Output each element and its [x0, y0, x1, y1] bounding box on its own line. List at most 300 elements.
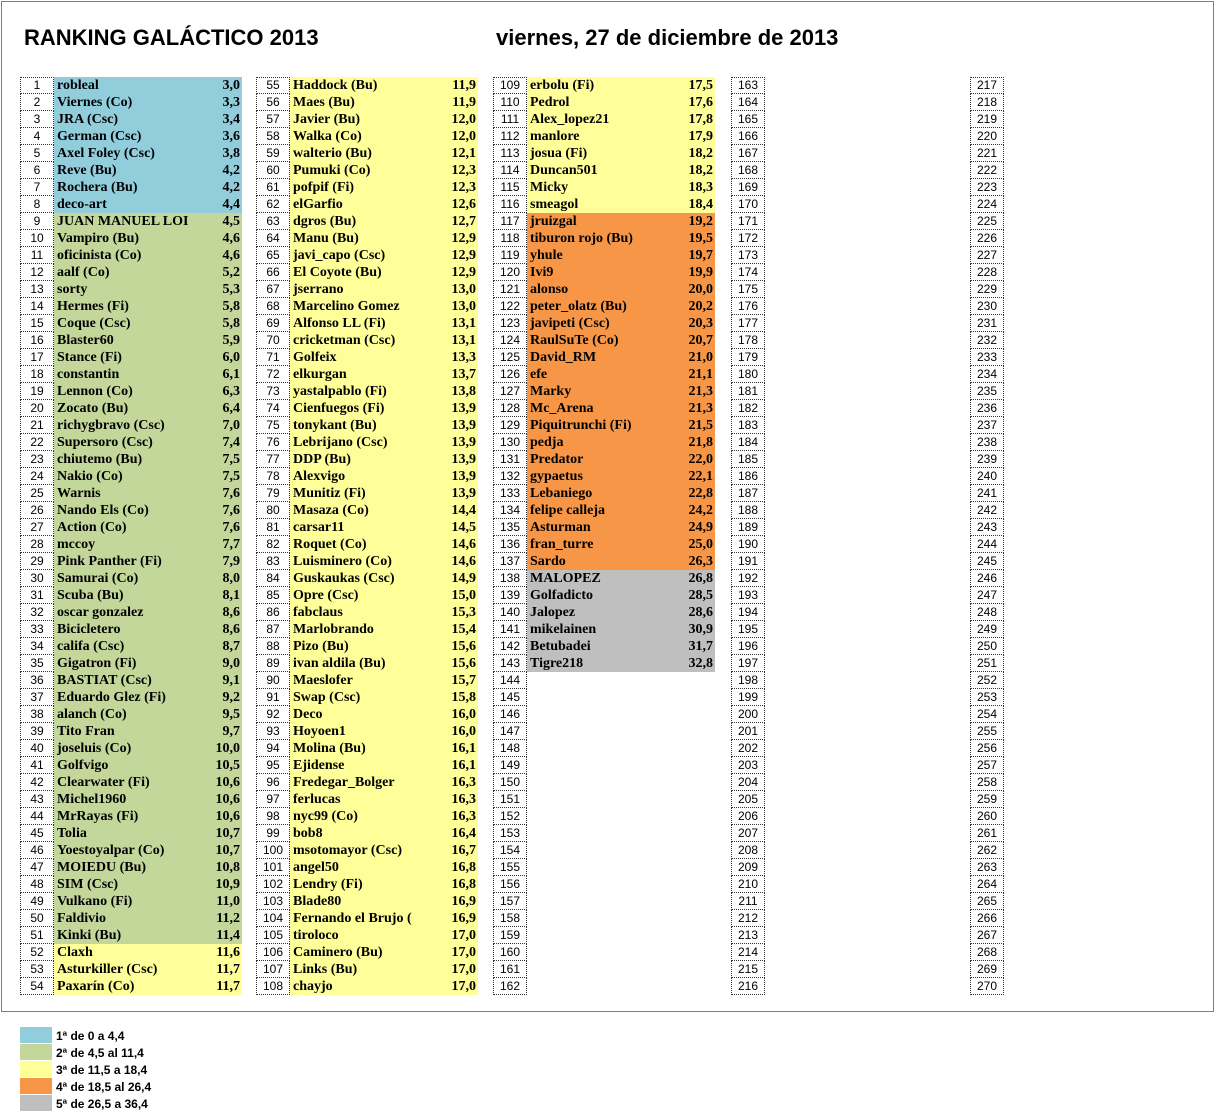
rank-number: 178 — [731, 332, 765, 349]
ranking-row — [970, 893, 1195, 910]
player-score: 15,6 — [451, 656, 476, 671]
rank-number: 74 — [256, 400, 290, 417]
ranking-row — [731, 553, 956, 570]
rank-number: 241 — [970, 485, 1004, 502]
player-name: smeagol — [530, 197, 579, 212]
ranking-row — [970, 264, 1195, 281]
rank-number: 248 — [970, 604, 1004, 621]
player-score: 3,6 — [222, 129, 240, 144]
legend-swatch — [20, 1044, 52, 1060]
rank-number: 116 — [493, 196, 527, 213]
player-name: Haddock (Bu) — [293, 78, 378, 93]
rank-number: 169 — [731, 179, 765, 196]
ranking-row — [970, 315, 1195, 332]
rank-number: 6 — [20, 162, 54, 179]
ranking-row — [20, 553, 245, 570]
ranking-row — [970, 808, 1195, 825]
ranking-row — [970, 961, 1195, 978]
rank-number: 20 — [20, 400, 54, 417]
player-name: Ejidense — [293, 758, 345, 773]
rank-number: 234 — [970, 366, 1004, 383]
rank-number: 85 — [256, 587, 290, 604]
player-score: 16,3 — [451, 775, 476, 790]
ranking-row — [731, 315, 956, 332]
ranking-row — [256, 434, 481, 451]
rank-number: 27 — [20, 519, 54, 536]
rank-number: 171 — [731, 213, 765, 230]
ranking-row — [20, 230, 245, 247]
ranking-row — [970, 587, 1195, 604]
ranking-row — [731, 77, 956, 94]
rank-number: 157 — [493, 893, 527, 910]
player-name: Marcelino Gomez — [293, 299, 400, 314]
player-score: 6,4 — [222, 401, 240, 416]
rank-number: 110 — [493, 94, 527, 111]
rank-number: 142 — [493, 638, 527, 655]
rank-number: 150 — [493, 774, 527, 791]
ranking-row — [20, 604, 245, 621]
player-score: 6,1 — [222, 367, 240, 382]
player-name: Tigre218 — [530, 656, 584, 671]
rank-number: 262 — [970, 842, 1004, 859]
player-score: 28,5 — [688, 588, 713, 603]
player-name: Eduardo Glez (Fi) — [57, 690, 166, 705]
player-score: 3,8 — [222, 146, 240, 161]
rank-number: 93 — [256, 723, 290, 740]
player-name: JUAN MANUEL LOI — [57, 214, 189, 229]
rank-number: 105 — [256, 927, 290, 944]
player-name: Pink Panther (Fi) — [57, 554, 162, 569]
rank-number: 217 — [970, 77, 1004, 94]
rank-number: 51 — [20, 927, 54, 944]
player-score: 17,0 — [451, 979, 476, 994]
ranking-row — [20, 468, 245, 485]
ranking-row — [20, 876, 245, 893]
player-score: 10,8 — [215, 860, 240, 875]
ranking-row — [731, 128, 956, 145]
rank-number: 103 — [256, 893, 290, 910]
player-score: 16,1 — [451, 758, 476, 773]
ranking-row — [493, 434, 718, 451]
rank-number: 128 — [493, 400, 527, 417]
player-name: chayjo — [293, 979, 333, 994]
rank-number: 10 — [20, 230, 54, 247]
player-score: 11,7 — [216, 979, 240, 994]
player-score: 32,8 — [688, 656, 713, 671]
player-name: Kinki (Bu) — [57, 928, 122, 943]
rank-number: 30 — [20, 570, 54, 587]
player-name: Pizo (Bu) — [293, 639, 349, 654]
player-name: Maeslofer — [293, 673, 353, 688]
player-score: 13,9 — [451, 435, 476, 450]
rank-number: 228 — [970, 264, 1004, 281]
player-name: Faldivio — [57, 911, 107, 926]
rank-number: 243 — [970, 519, 1004, 536]
rank-number: 175 — [731, 281, 765, 298]
ranking-row — [256, 706, 481, 723]
rank-number: 265 — [970, 893, 1004, 910]
legend-swatch — [20, 1078, 52, 1094]
rank-number: 78 — [256, 468, 290, 485]
player-score: 3,3 — [222, 95, 240, 110]
player-score: 7,0 — [222, 418, 240, 433]
ranking-row — [731, 859, 956, 876]
player-score: 16,0 — [451, 707, 476, 722]
player-score: 8,7 — [222, 639, 240, 654]
rank-number: 240 — [970, 468, 1004, 485]
player-name: MrRayas (Fi) — [57, 809, 139, 824]
player-score: 17,0 — [451, 945, 476, 960]
rank-number: 238 — [970, 434, 1004, 451]
ranking-row — [493, 910, 718, 927]
player-name: MALOPEZ — [530, 571, 601, 586]
ranking-row — [20, 978, 245, 995]
rank-number: 44 — [20, 808, 54, 825]
player-name: nyc99 (Co) — [293, 809, 358, 824]
player-score: 9,7 — [222, 724, 240, 739]
player-score: 17,0 — [451, 962, 476, 977]
ranking-row — [493, 162, 718, 179]
ranking-row — [970, 77, 1195, 94]
ranking-row — [493, 859, 718, 876]
player-name: Blade80 — [293, 894, 342, 909]
rank-number: 259 — [970, 791, 1004, 808]
ranking-row — [731, 162, 956, 179]
ranking-row — [970, 842, 1195, 859]
rank-number: 41 — [20, 757, 54, 774]
player-score: 5,3 — [222, 282, 240, 297]
rank-number: 245 — [970, 553, 1004, 570]
player-score: 15,8 — [451, 690, 476, 705]
rank-number: 136 — [493, 536, 527, 553]
rank-number: 144 — [493, 672, 527, 689]
rank-number: 59 — [256, 145, 290, 162]
rank-number: 209 — [731, 859, 765, 876]
player-score: 12,3 — [451, 163, 476, 178]
player-score: 6,0 — [222, 350, 240, 365]
ranking-row — [256, 400, 481, 417]
ranking-row — [256, 213, 481, 230]
ranking-row — [731, 366, 956, 383]
ranking-row — [493, 179, 718, 196]
rank-number: 37 — [20, 689, 54, 706]
ranking-row — [970, 570, 1195, 587]
player-name: elGarfio — [293, 197, 343, 212]
ranking-row — [970, 621, 1195, 638]
player-score: 9,5 — [222, 707, 240, 722]
rank-number: 201 — [731, 723, 765, 740]
rank-number: 190 — [731, 536, 765, 553]
player-score: 10,5 — [215, 758, 240, 773]
player-name: manlore — [530, 129, 580, 144]
ranking-row — [256, 332, 481, 349]
player-score: 8,6 — [222, 622, 240, 637]
rank-number: 194 — [731, 604, 765, 621]
rank-number: 4 — [20, 128, 54, 145]
player-score: 12,7 — [451, 214, 476, 229]
rank-number: 72 — [256, 366, 290, 383]
rank-number: 64 — [256, 230, 290, 247]
ranking-row — [731, 978, 956, 995]
rank-number: 208 — [731, 842, 765, 859]
player-name: Maes (Bu) — [293, 95, 355, 110]
rank-number: 263 — [970, 859, 1004, 876]
player-name: Mc_Arena — [530, 401, 594, 416]
ranking-row — [493, 672, 718, 689]
ranking-row — [20, 859, 245, 876]
ranking-row — [970, 791, 1195, 808]
player-name: Bicicletero — [57, 622, 121, 637]
rank-number: 198 — [731, 672, 765, 689]
player-score: 14,5 — [451, 520, 476, 535]
rank-number: 65 — [256, 247, 290, 264]
rank-number: 23 — [20, 451, 54, 468]
player-score: 8,0 — [222, 571, 240, 586]
player-score: 14,6 — [451, 537, 476, 552]
rank-number: 186 — [731, 468, 765, 485]
rank-number: 50 — [20, 910, 54, 927]
player-score: 21,5 — [688, 418, 713, 433]
rank-number: 54 — [20, 978, 54, 995]
ranking-row — [20, 332, 245, 349]
rank-number: 113 — [493, 145, 527, 162]
ranking-row — [256, 689, 481, 706]
ranking-row — [493, 740, 718, 757]
player-score: 16,0 — [451, 724, 476, 739]
ranking-row — [256, 621, 481, 638]
player-score: 11,2 — [216, 911, 240, 926]
ranking-row — [731, 604, 956, 621]
player-name: yhule — [530, 248, 563, 263]
player-score: 4,4 — [222, 197, 240, 212]
player-score: 22,0 — [688, 452, 713, 467]
ranking-row — [256, 298, 481, 315]
rank-number: 45 — [20, 825, 54, 842]
player-name: Lendry (Fi) — [293, 877, 363, 892]
legend-swatch — [20, 1095, 52, 1111]
ranking-row — [20, 825, 245, 842]
rank-number: 189 — [731, 519, 765, 536]
player-name: SIM (Csc) — [57, 877, 119, 892]
player-name: gypaetus — [530, 469, 583, 484]
ranking-row — [731, 672, 956, 689]
rank-number: 122 — [493, 298, 527, 315]
ranking-row — [731, 910, 956, 927]
ranking-row — [731, 485, 956, 502]
player-score: 12,9 — [451, 231, 476, 246]
rank-number: 177 — [731, 315, 765, 332]
player-score: 21,3 — [688, 384, 713, 399]
ranking-row — [20, 893, 245, 910]
player-name: angel50 — [293, 860, 339, 875]
ranking-row — [493, 706, 718, 723]
player-score: 24,2 — [688, 503, 713, 518]
player-score: 17,8 — [688, 112, 713, 127]
ranking-row — [256, 94, 481, 111]
rank-number: 266 — [970, 910, 1004, 927]
player-name: Michel1960 — [57, 792, 127, 807]
rank-number: 19 — [20, 383, 54, 400]
rank-number: 221 — [970, 145, 1004, 162]
ranking-row — [970, 162, 1195, 179]
rank-number: 166 — [731, 128, 765, 145]
ranking-row — [493, 247, 718, 264]
ranking-row — [256, 417, 481, 434]
rank-number: 227 — [970, 247, 1004, 264]
rank-number: 101 — [256, 859, 290, 876]
player-score: 13,0 — [451, 282, 476, 297]
player-score: 16,3 — [451, 792, 476, 807]
player-name: dgros (Bu) — [293, 214, 357, 229]
rank-number: 100 — [256, 842, 290, 859]
ranking-row — [20, 485, 245, 502]
ranking-row — [493, 366, 718, 383]
ranking-row — [493, 315, 718, 332]
player-name: robleal — [57, 78, 99, 93]
rank-number: 214 — [731, 944, 765, 961]
ranking-row — [970, 213, 1195, 230]
rank-number: 97 — [256, 791, 290, 808]
ranking-row — [20, 383, 245, 400]
ranking-row — [731, 638, 956, 655]
player-score: 5,2 — [222, 265, 240, 280]
ranking-row — [493, 978, 718, 995]
rank-number: 207 — [731, 825, 765, 842]
rank-number: 192 — [731, 570, 765, 587]
rank-number: 218 — [970, 94, 1004, 111]
player-name: Lebaniego — [530, 486, 593, 501]
player-score: 9,2 — [222, 690, 240, 705]
ranking-row — [256, 162, 481, 179]
player-name: jruizgal — [530, 214, 577, 229]
player-score: 5,9 — [222, 333, 240, 348]
player-score: 28,6 — [688, 605, 713, 620]
rank-number: 22 — [20, 434, 54, 451]
rank-number: 125 — [493, 349, 527, 366]
ranking-row — [970, 757, 1195, 774]
legend-item — [20, 1061, 220, 1078]
ranking-row — [731, 587, 956, 604]
rank-number: 8 — [20, 196, 54, 213]
rank-number: 162 — [493, 978, 527, 995]
player-name: Paxarín (Co) — [57, 979, 135, 994]
player-name: Zocato (Bu) — [57, 401, 129, 416]
ranking-row — [731, 774, 956, 791]
player-score: 16,8 — [451, 860, 476, 875]
ranking-row — [970, 740, 1195, 757]
ranking-row — [493, 502, 718, 519]
ranking-row — [20, 315, 245, 332]
rank-number: 5 — [20, 145, 54, 162]
rank-number: 28 — [20, 536, 54, 553]
player-score: 11,0 — [216, 894, 240, 909]
rank-number: 25 — [20, 485, 54, 502]
ranking-row — [970, 723, 1195, 740]
ranking-row — [20, 808, 245, 825]
rank-number: 257 — [970, 757, 1004, 774]
ranking-row — [493, 791, 718, 808]
ranking-row — [493, 281, 718, 298]
player-score: 7,4 — [222, 435, 240, 450]
player-score: 5,8 — [222, 299, 240, 314]
ranking-row — [731, 179, 956, 196]
legend-swatch — [20, 1061, 52, 1077]
ranking-row — [970, 655, 1195, 672]
player-name: Fredegar_Bolger — [293, 775, 395, 790]
player-score: 13,9 — [451, 469, 476, 484]
ranking-row — [256, 893, 481, 910]
player-score: 17,9 — [688, 129, 713, 144]
rank-number: 46 — [20, 842, 54, 859]
ranking-row — [493, 485, 718, 502]
ranking-row — [493, 349, 718, 366]
ranking-row — [493, 519, 718, 536]
rank-number: 60 — [256, 162, 290, 179]
ranking-row — [20, 434, 245, 451]
rank-number: 235 — [970, 383, 1004, 400]
player-name: BASTIAT (Csc) — [57, 673, 152, 688]
ranking-row — [731, 213, 956, 230]
ranking-row — [731, 536, 956, 553]
player-name: Asturman — [530, 520, 591, 535]
ranking-row — [731, 893, 956, 910]
legend-label: 2ª de 4,5 al 11,4 — [56, 1046, 144, 1060]
player-name: felipe calleja — [530, 503, 606, 518]
rank-number: 38 — [20, 706, 54, 723]
rank-number: 111 — [493, 111, 527, 128]
ranking-row — [493, 757, 718, 774]
player-score: 7,7 — [222, 537, 240, 552]
ranking-row — [970, 485, 1195, 502]
ranking-row — [20, 655, 245, 672]
ranking-row — [493, 944, 718, 961]
rank-number: 202 — [731, 740, 765, 757]
ranking-row — [256, 757, 481, 774]
ranking-row — [731, 94, 956, 111]
ranking-row — [970, 706, 1195, 723]
ranking-row — [493, 213, 718, 230]
ranking-row — [493, 842, 718, 859]
player-score: 21,8 — [688, 435, 713, 450]
player-name: German (Csc) — [57, 129, 142, 144]
rank-number: 29 — [20, 553, 54, 570]
ranking-row — [493, 655, 718, 672]
player-score: 11,6 — [216, 945, 240, 960]
player-score: 21,1 — [688, 367, 713, 382]
ranking-row — [20, 723, 245, 740]
rank-number: 24 — [20, 468, 54, 485]
rank-number: 254 — [970, 706, 1004, 723]
ranking-row — [970, 111, 1195, 128]
rank-number: 164 — [731, 94, 765, 111]
ranking-row — [20, 519, 245, 536]
rank-number: 232 — [970, 332, 1004, 349]
ranking-row — [20, 672, 245, 689]
ranking-row — [20, 179, 245, 196]
ranking-row — [20, 145, 245, 162]
ranking-row — [731, 111, 956, 128]
ranking-row — [970, 672, 1195, 689]
rank-number: 153 — [493, 825, 527, 842]
ranking-row — [20, 94, 245, 111]
ranking-row — [20, 774, 245, 791]
player-name: ivan aldila (Bu) — [293, 656, 386, 671]
player-score: 19,2 — [688, 214, 713, 229]
ranking-row — [493, 961, 718, 978]
rank-number: 176 — [731, 298, 765, 315]
ranking-row — [256, 655, 481, 672]
rank-number: 215 — [731, 961, 765, 978]
